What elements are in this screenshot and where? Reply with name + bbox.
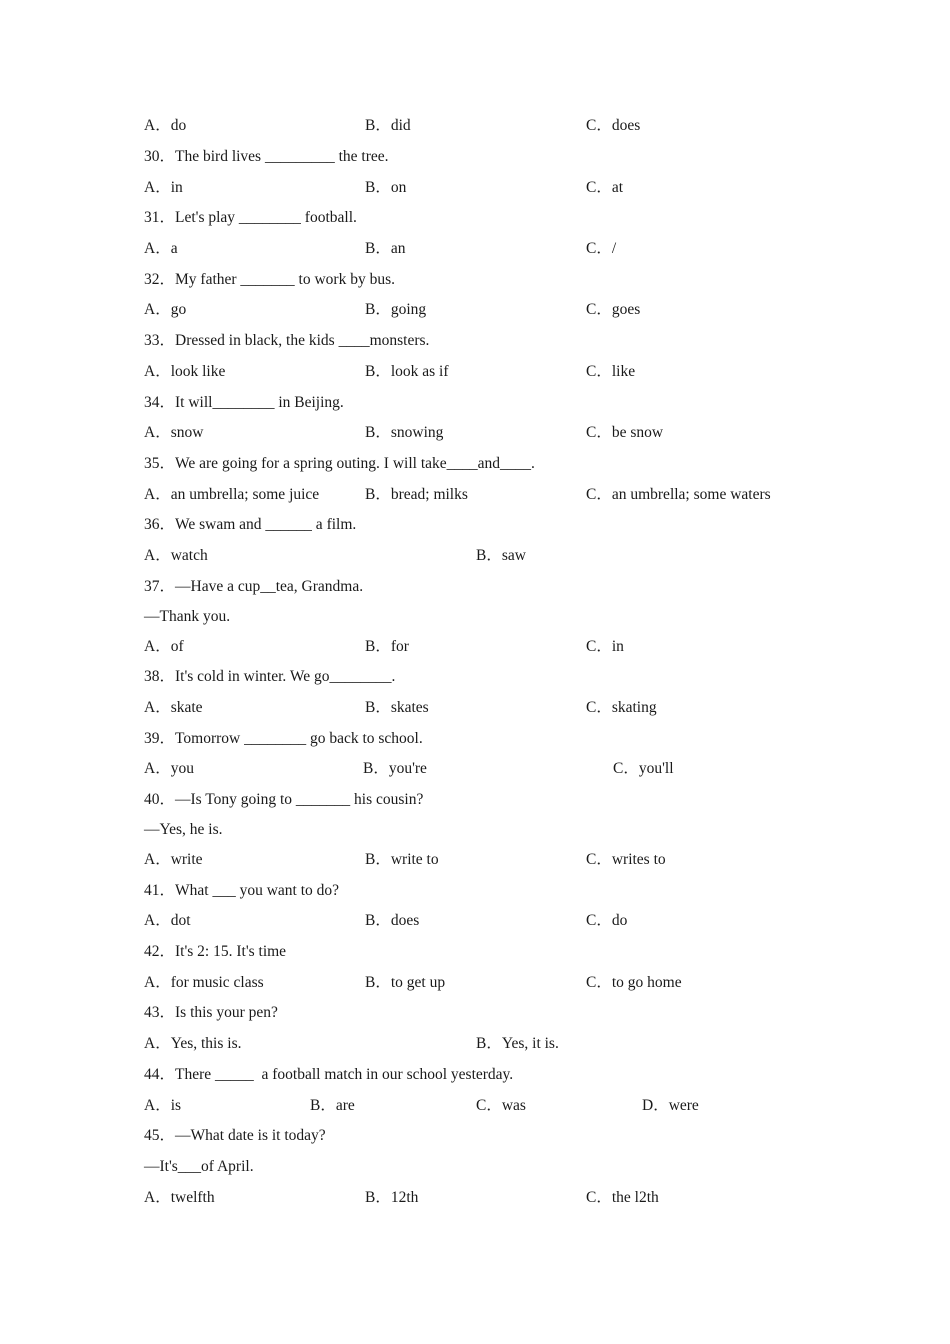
answer-option: A．do	[144, 117, 187, 134]
answer-option: C．to go home	[586, 974, 682, 991]
answer-option: B．Yes, it is.	[476, 1035, 559, 1052]
answer-option: A．Yes, this is.	[144, 1035, 242, 1052]
answer-option: C．like	[586, 363, 636, 380]
answer-option: B．does	[365, 912, 420, 929]
question-text: 40．—Is Tony going to _______ his cousin?	[144, 791, 424, 808]
answer-option: C．was	[476, 1097, 526, 1114]
question-text: —Thank you.	[144, 608, 231, 625]
answer-option: A．a	[144, 240, 178, 257]
answer-option: B．write to	[365, 851, 439, 868]
question-text: 43．Is this your pen?	[144, 1004, 278, 1021]
question-text: 42．It's 2: 15. It's time	[144, 943, 287, 960]
answer-option: B．did	[365, 117, 411, 134]
answer-option: D．were	[642, 1097, 699, 1114]
question-text: 37．—Have a cup__tea, Grandma.	[144, 578, 364, 595]
answer-option: C．/	[586, 240, 617, 257]
question-text: —It's___of April.	[144, 1158, 254, 1175]
answer-option: C．the l2th	[586, 1189, 659, 1206]
question-text: 44．There _____ a football match in our school yesterday.	[144, 1066, 514, 1083]
answer-option: B．on	[365, 179, 407, 196]
answer-option: A．skate	[144, 699, 203, 716]
answer-option: B．are	[310, 1097, 355, 1114]
answer-option: A．twelfth	[144, 1189, 215, 1206]
answer-option: C．writes to	[586, 851, 666, 868]
answer-option: C．do	[586, 912, 628, 929]
question-text: 45．—What date is it today?	[144, 1127, 326, 1144]
question-text: 41．What ___ you want to do?	[144, 882, 340, 899]
answer-option: B．look as if	[365, 363, 449, 380]
answer-option: B．going	[365, 301, 427, 318]
answer-option: B．you're	[363, 760, 427, 777]
question-text: 35．We are going for a spring outing. I will take____and____.	[144, 455, 535, 472]
answer-option: B．skates	[365, 699, 429, 716]
answer-option: A．you	[144, 760, 194, 777]
question-text: 38．It's cold in winter. We go________.	[144, 668, 396, 685]
answer-option: C．be snow	[586, 424, 664, 441]
answer-option: B．snowing	[365, 424, 444, 441]
answer-option: B．saw	[476, 547, 526, 564]
question-text: 33．Dressed in black, the kids ____monsters.	[144, 332, 430, 349]
question-text: 31．Let's play ________ football.	[144, 209, 357, 226]
answer-option: A．watch	[144, 547, 208, 564]
answer-option: C．does	[586, 117, 641, 134]
answer-option: A．go	[144, 301, 187, 318]
answer-option: B．to get up	[365, 974, 446, 991]
answer-option: B．bread; milks	[365, 486, 468, 503]
question-text: —Yes, he is.	[144, 821, 223, 838]
answer-option: A．of	[144, 638, 184, 655]
answer-option: C．skating	[586, 699, 657, 716]
question-text: 39．Tomorrow ________ go back to school.	[144, 730, 423, 747]
answer-option: C．an umbrella; some waters	[586, 486, 771, 503]
answer-option: C．you'll	[613, 760, 674, 777]
answer-option: A．is	[144, 1097, 182, 1114]
question-text: 32．My father _______ to work by bus.	[144, 271, 395, 288]
answer-option: A．an umbrella; some juice	[144, 486, 320, 503]
answer-option: A．for music class	[144, 974, 264, 991]
answer-option: C．at	[586, 179, 624, 196]
answer-option: C．in	[586, 638, 624, 655]
answer-option: A．dot	[144, 912, 191, 929]
answer-option: A．look like	[144, 363, 226, 380]
answer-option: B．for	[365, 638, 409, 655]
question-text: 30．The bird lives _________ the tree.	[144, 148, 389, 165]
answer-option: B．an	[365, 240, 406, 257]
answer-option: A．write	[144, 851, 203, 868]
question-text: 36．We swam and ______ a film.	[144, 516, 357, 533]
answer-option: B．12th	[365, 1189, 419, 1206]
question-text: 34．It will________ in Beijing.	[144, 394, 344, 411]
answer-option: A．snow	[144, 424, 204, 441]
answer-option: A．in	[144, 179, 183, 196]
answer-option: C．goes	[586, 301, 641, 318]
